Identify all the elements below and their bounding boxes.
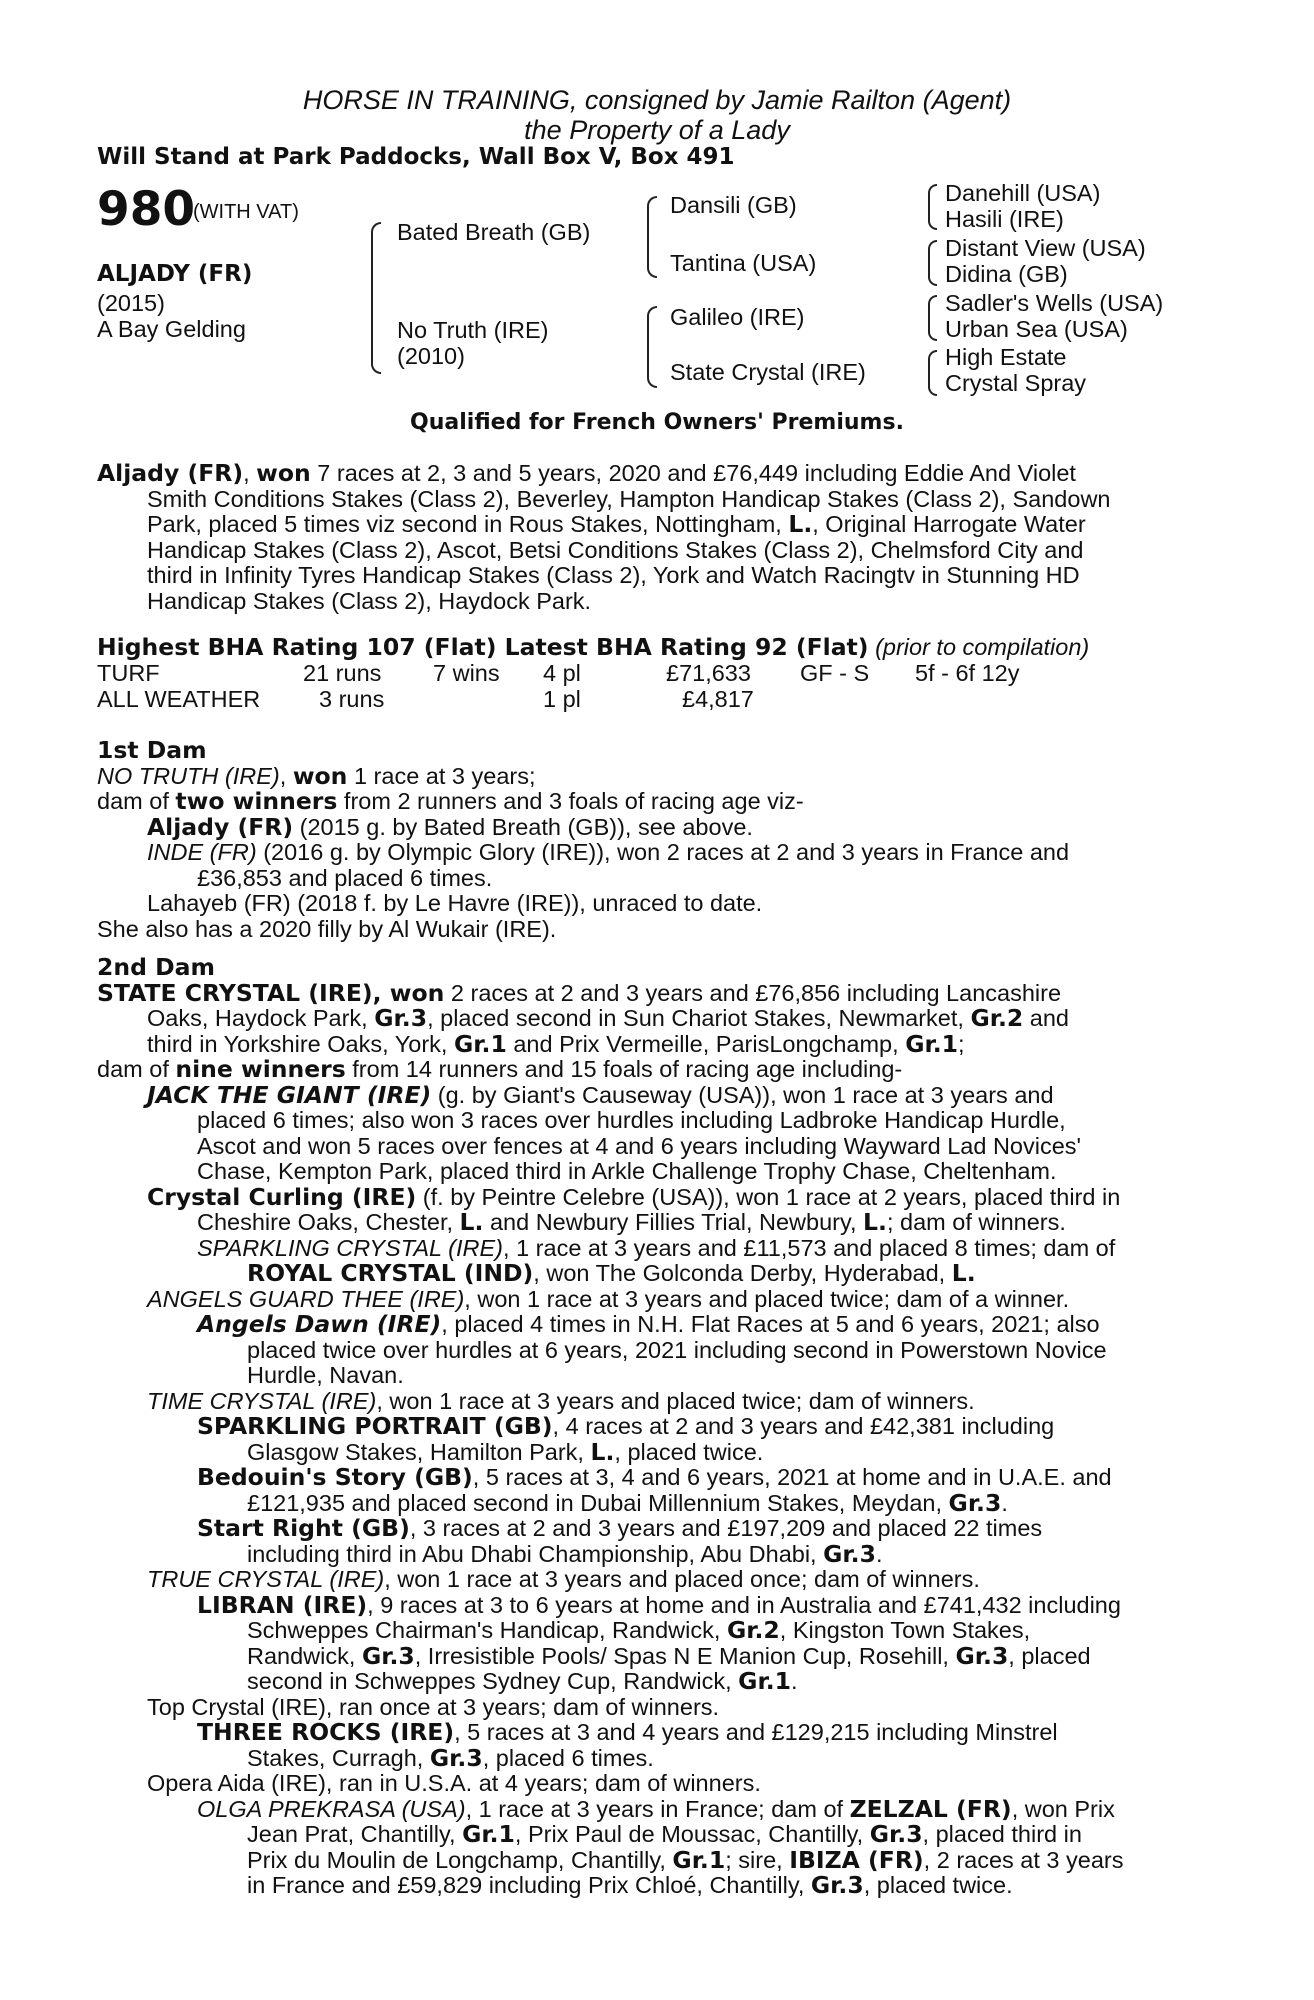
stand-line: Will Stand at Park Paddocks, Wall Box V, Box 491: [97, 144, 735, 170]
g-brace-3: [928, 295, 937, 341]
turf-wins: 7 wins: [433, 660, 500, 686]
offspring-text: Cheshire Oaks, Chester,: [197, 1209, 453, 1235]
offspring-line: Lahayeb (FR) (2018 f. by Le Havre (IRE)), unraced to date.: [147, 890, 763, 916]
offspring-text: , placed twice.: [863, 1872, 1013, 1898]
offspring-line: Hurdle, Navan.: [247, 1362, 404, 1388]
offspring-text: Schweppes Chairman's Handicap, Randwick,: [247, 1617, 721, 1643]
horse-description: A Bay Gelding: [97, 316, 246, 342]
group-mark: Gr.2: [726, 1616, 780, 1644]
ratings-heading: [97, 635, 1089, 661]
first-dam-line: NO TRUTH (IRE), won 1 race at 3 years;: [97, 761, 536, 790]
offspring-line: [97, 1873, 1202, 1899]
sire-dam-brace: [371, 222, 381, 374]
gg-2: Hasili (IRE): [945, 206, 1064, 232]
turf-placed: 4 pl: [543, 660, 581, 686]
record-line: third in Infinity Tyres Handicap Stakes (Class 2), York and Watch Racingtv in Stunning HD: [147, 562, 1080, 588]
record-won: won: [256, 459, 311, 487]
first-dam-heading: 1st Dam: [97, 736, 207, 764]
offspring-line: She also has a 2020 filly by Al Wukair (IRE).: [97, 915, 557, 942]
record-first: 7 races at 2, 3 and 5 years, 2020 and £76,449 including Eddie And Violet: [317, 460, 1076, 486]
group-mark: Gr.1: [462, 1820, 515, 1848]
offspring-text: , Irresistible Pools/ Spas N E Manion Cup, Rosehill,: [414, 1642, 949, 1669]
offspring-line: [97, 1743, 1202, 1772]
offspring-line: [97, 1080, 1202, 1109]
offspring-text: Randwick,: [247, 1642, 356, 1669]
offspring-line: Ascot and won 5 races over fences at 4 and 6 years including Wayward Lad Novices': [197, 1132, 1082, 1159]
winners-count: two winners: [175, 787, 338, 815]
offspring-text: , won The Golconda Derby, Hyderabad,: [533, 1260, 946, 1286]
offspring-name: ANGELS GUARD THEE (IRE): [147, 1285, 465, 1312]
offspring-line: Opera Aida (IRE), ran in U.S.A. at 4 years; dam of winners.: [147, 1770, 761, 1796]
offspring-line: [97, 840, 1202, 866]
offspring-text: £121,935 and placed second in Dubai Millennium Stakes, Meydan,: [247, 1489, 942, 1516]
g-brace-2: [928, 240, 937, 286]
dam-of-text: dam of: [97, 1056, 169, 1082]
offspring-line: [97, 1590, 1202, 1619]
second-dam-text: from 14 runners and 15 foals of racing age including-: [352, 1056, 903, 1082]
offspring-text: , Kingston Town Stakes,: [779, 1617, 1031, 1643]
offspring-line: £36,853 and placed 6 times.: [197, 864, 493, 891]
offspring-line: [97, 1312, 1202, 1338]
second-dam-line: [97, 1029, 1202, 1058]
lot-number: 980: [97, 182, 196, 237]
race-record: [97, 461, 1202, 614]
offspring-text: , 9 races at 3 to 6 years at home and in Australia and £741,432 including: [367, 1591, 1121, 1618]
offspring-line: £121,935 and placed second in Dubai Millennium Stakes, Meydan, Gr.3.: [247, 1488, 1008, 1517]
offspring-name: Start Right (GB): [197, 1514, 410, 1542]
g-brace-4: [928, 350, 937, 396]
offspring-name: ROYAL CRYSTAL (IND): [247, 1259, 534, 1287]
offspring-line: [97, 1845, 1202, 1874]
gg-8: Crystal Spray: [945, 370, 1087, 396]
offspring-name: Aljady (FR): [147, 812, 294, 841]
second-dam-text: third in Yorkshire Oaks, York,: [147, 1030, 448, 1057]
second-dam-heading: 2nd Dam: [97, 953, 215, 981]
offspring-text: , 3 races at 2 and 3 years and £197,209 and placed 22 times: [409, 1515, 1043, 1541]
offspring-line: placed 6 times; also won 3 races over hurdles including Ladbroke Handicap Hurdle,: [197, 1107, 1066, 1133]
offspring-line: [97, 1389, 1202, 1415]
offspring-name: LIBRAN (IRE): [197, 1590, 368, 1619]
sire-line-brace: [647, 196, 657, 278]
offspring-line: placed twice over hurdles at 6 years, 2021 including second in Powerstown Novice: [247, 1336, 1107, 1363]
offspring-name: THREE ROCKS (IRE): [197, 1718, 455, 1746]
won-word: won: [292, 761, 348, 790]
offspring-line: [97, 1720, 1202, 1746]
group-mark: Gr.3: [869, 1820, 923, 1848]
second-dam-text: ;: [958, 1030, 965, 1057]
offspring-name: OLGA PREKRASA (USA): [197, 1795, 466, 1822]
first-dam-section: [97, 738, 1202, 942]
vat-note: (WITH VAT): [193, 201, 299, 223]
offspring-text: , won 1 race at 3 years and placed once; dam of winners.: [384, 1566, 980, 1592]
offspring-name: Bedouin's Story (GB): [197, 1463, 473, 1491]
offspring-text: (g. by Giant's Causeway (USA)), won 1 race at 3 years and: [437, 1081, 1054, 1108]
listed-mark: L.: [951, 1259, 976, 1287]
offspring-text: , won Prix: [1011, 1795, 1115, 1822]
offspring-name: INDE (FR): [147, 839, 257, 865]
offspring-text: (2016 g. by Olympic Glory (IRE)), won 2 races at 2 and 3 years in France and: [263, 839, 1070, 865]
offspring-name: Crystal Curling (IRE): [147, 1182, 417, 1211]
second-dam-text: and Prix Vermeille, ParisLongchamp,: [513, 1030, 899, 1057]
offspring-line: [97, 1236, 1202, 1262]
offspring-text: Jean Prat, Chantilly,: [247, 1821, 456, 1847]
offspring-text: (f. by Peintre Celebre (USA)), won 1 race at 2 years, placed third in: [422, 1183, 1121, 1210]
offspring-name: ZELZAL (FR): [849, 1794, 1012, 1823]
property-line: the Property of a Lady: [524, 115, 790, 145]
offspring-line: [97, 1822, 1202, 1848]
record-text: , Original Harrogate Water: [812, 511, 1086, 537]
group-mark: Gr.1: [738, 1667, 791, 1695]
offspring-text: ; sire,: [725, 1846, 783, 1873]
offspring-text: , 5 races at 3, 4 and 6 years, 2021 at home and in U.A.E. and: [472, 1464, 1112, 1490]
qualified-note: Qualified for French Owners' Premiums.: [410, 410, 904, 435]
second-dam-text: , placed second in Sun Chariot Stakes, Newmarket,: [427, 1005, 964, 1031]
offspring-name: SPARKLING PORTRAIT (GB): [197, 1412, 553, 1440]
second-dam-name: STATE CRYSTAL (IRE), won: [97, 978, 445, 1007]
winners-count: nine winners: [175, 1055, 346, 1083]
offspring-text: , placed third in: [922, 1821, 1082, 1847]
offspring-text: ; dam of winners.: [886, 1209, 1066, 1235]
group-mark: Gr.3: [955, 1641, 1009, 1670]
offspring-text: Prix du Moulin de Longchamp, Chantilly,: [247, 1846, 666, 1873]
offspring-line: including third in Abu Dhabi Championship, Abu Dhabi, Gr.3.: [247, 1539, 883, 1568]
group-mark: Gr.1: [905, 1029, 959, 1058]
offspring-text: and Newbury Fillies Trial, Newbury,: [489, 1209, 857, 1235]
gg-1: Danehill (USA): [945, 180, 1101, 206]
dam-of-text: dam of: [97, 788, 169, 814]
group-mark: Gr.3: [361, 1641, 415, 1670]
turf-label: TURF: [97, 660, 160, 686]
offspring-text: including third in Abu Dhabi Championship, Abu Dhabi,: [247, 1540, 817, 1567]
offspring-line: [97, 1210, 1202, 1236]
turf-distance: 5f - 6f 12y: [915, 660, 1020, 686]
aw-earnings: £4,817: [682, 686, 754, 712]
listed-mark: L.: [590, 1437, 615, 1466]
first-dam-text: 1 race at 3 years;: [353, 762, 536, 789]
second-dam-text: Oaks, Haydock Park,: [147, 1005, 368, 1031]
ratings-title: Highest BHA Rating 107 (Flat) Latest BHA Rating 92 (Flat): [97, 633, 869, 661]
turf-runs: 21 runs: [303, 660, 382, 686]
offspring-text: , Prix Paul de Moussac, Chantilly,: [514, 1821, 864, 1847]
dam-year: (2010): [397, 343, 465, 369]
group-mark: Gr.3: [374, 1004, 428, 1032]
offspring-text: , placed 6 times.: [482, 1744, 654, 1771]
group-mark: Gr.3: [810, 1871, 864, 1899]
offspring-text: , placed 4 times in N.H. Flat Races at 5 and 6 years, 2021; also: [441, 1311, 1100, 1337]
record-line: Handicap Stakes (Class 2), Haydock Park.: [147, 587, 592, 614]
sire-dam: Tantina (USA): [670, 250, 817, 276]
aw-runs: 3 runs: [319, 686, 385, 712]
listed-mark: L.: [863, 1208, 887, 1236]
second-dam-line: [97, 1006, 1202, 1032]
sire-sire: Dansili (GB): [670, 192, 797, 218]
ratings-note: (prior to compilation): [875, 634, 1090, 660]
g-brace-1: [928, 184, 937, 230]
offspring-line: [97, 1567, 1202, 1593]
group-mark: Gr.1: [453, 1029, 507, 1058]
gg-3: Distant View (USA): [945, 235, 1146, 261]
offspring-text: , placed twice.: [614, 1438, 764, 1465]
first-dam-text: from 2 runners and 3 foals of racing age viz-: [343, 788, 804, 814]
dam-line-brace: [647, 306, 657, 388]
offspring-text: , 1 race at 3 years and £11,573 and placed 8 times; dam of: [503, 1234, 1116, 1261]
offspring-line: [97, 1641, 1202, 1670]
aw-label: ALL WEATHER: [97, 686, 261, 712]
gg-4: Didina (GB): [945, 261, 1068, 287]
group-mark: Gr.3: [429, 1743, 483, 1772]
horse-name: ALJADY (FR): [97, 261, 253, 287]
listed-mark: L.: [459, 1208, 484, 1236]
offspring-text: in France and £59,829 including Prix Chloé, Chantilly,: [247, 1872, 805, 1898]
record-text: Park, placed 5 times viz second in Rous Stakes, Nottingham,: [147, 511, 782, 537]
first-dam-name: NO TRUTH (IRE): [97, 762, 280, 789]
offspring-text: , 5 races at 3 and 4 years and £129,215 including Minstrel: [454, 1719, 1058, 1745]
second-dam-section: [97, 955, 1202, 1899]
second-dam-line: [97, 978, 1202, 1007]
group-mark: Gr.3: [823, 1539, 876, 1568]
record-line: Smith Conditions Stakes (Class 2), Beverley, Hampton Handicap Stakes (Class 2), Sandown: [147, 485, 1111, 512]
turf-earnings: £71,633: [666, 660, 751, 686]
offspring-text: (2015 g. by Bated Breath (GB)), see above.: [299, 813, 753, 840]
offspring-name: JACK THE GIANT (IRE): [147, 1080, 432, 1109]
second-dam-text: and: [1029, 1005, 1070, 1031]
dam: No Truth (IRE): [397, 317, 549, 343]
offspring-line: [97, 1414, 1202, 1440]
sire: Bated Breath (GB): [397, 219, 591, 245]
dam-dam: State Crystal (IRE): [670, 359, 866, 385]
offspring-line: Chase, Kempton Park, placed third in Arkle Challenge Trophy Chase, Cheltenham.: [197, 1158, 1057, 1184]
turf-going: GF - S: [800, 660, 870, 686]
offspring-text: , 2 races at 3 years: [923, 1846, 1124, 1873]
horse-year: (2015): [97, 290, 165, 316]
offspring-line: [97, 1794, 1202, 1823]
consignor-line: HORSE IN TRAINING, consigned by Jamie Railton (Agent): [302, 85, 1012, 115]
record-line: Handicap Stakes (Class 2), Ascot, Betsi Conditions Stakes (Class 2), Chelmsford City and: [147, 536, 1084, 563]
group-mark: Gr.1: [672, 1845, 726, 1874]
offspring-line: [97, 1465, 1202, 1491]
offspring-line: [97, 1437, 1202, 1466]
offspring-line: [97, 1516, 1202, 1542]
offspring-line: [97, 1182, 1202, 1211]
second-dam-line: [97, 1057, 1202, 1083]
second-dam-text: 2 races at 2 and 3 years and £76,856 including Lancashire: [450, 979, 1062, 1006]
offspring-text: , won 1 race at 3 years and placed twice; dam of winners.: [376, 1387, 975, 1414]
offspring-text: , won 1 race at 3 years and placed twice; dam of a winner.: [464, 1285, 1070, 1312]
record-horse-name: Aljady (FR): [97, 459, 244, 487]
listed-mark: L.: [788, 510, 813, 538]
group-mark: Gr.3: [948, 1488, 1002, 1517]
dam-sire: Galileo (IRE): [670, 304, 805, 330]
offspring-line: [97, 1618, 1202, 1644]
offspring-text: , 1 race at 3 years in France; dam of: [465, 1795, 844, 1822]
offspring-line: second in Schweppes Sydney Cup, Randwick, Gr.1.: [247, 1667, 798, 1695]
record-line: [97, 512, 1202, 538]
offspring-text: , placed: [1008, 1642, 1091, 1669]
offspring-text: Glasgow Stakes, Hamilton Park,: [247, 1438, 584, 1465]
gg-7: High Estate: [945, 344, 1067, 370]
gg-6: Urban Sea (USA): [945, 316, 1128, 342]
first-dam-line: [97, 789, 1202, 815]
offspring-name: SPARKLING CRYSTAL (IRE): [197, 1234, 504, 1261]
offspring-name: TRUE CRYSTAL (IRE): [147, 1566, 385, 1592]
offspring-name: TIME CRYSTAL (IRE): [147, 1387, 377, 1414]
offspring-text: second in Schweppes Sydney Cup, Randwick,: [247, 1668, 732, 1694]
aw-placed: 1 pl: [543, 686, 581, 712]
group-mark: Gr.2: [970, 1004, 1024, 1032]
offspring-line: [97, 1287, 1202, 1313]
offspring-name: Angels Dawn (IRE): [197, 1310, 442, 1338]
offspring-line: [97, 812, 1202, 841]
offspring-line: [97, 1261, 1202, 1287]
offspring-name: IBIZA (FR): [789, 1845, 924, 1874]
gg-5: Sadler's Wells (USA): [945, 290, 1164, 316]
record-line: Aljady (FR), won 7 races at 2, 3 and 5 years, 2020 and £76,449 including Eddie And Violet: [97, 459, 1076, 487]
offspring-text: , 4 races at 2 and 3 years and £42,381 including: [552, 1413, 1055, 1439]
offspring-text: Stakes, Curragh,: [247, 1744, 424, 1771]
offspring-line: Top Crystal (IRE), ran once at 3 years; dam of winners.: [147, 1693, 720, 1720]
